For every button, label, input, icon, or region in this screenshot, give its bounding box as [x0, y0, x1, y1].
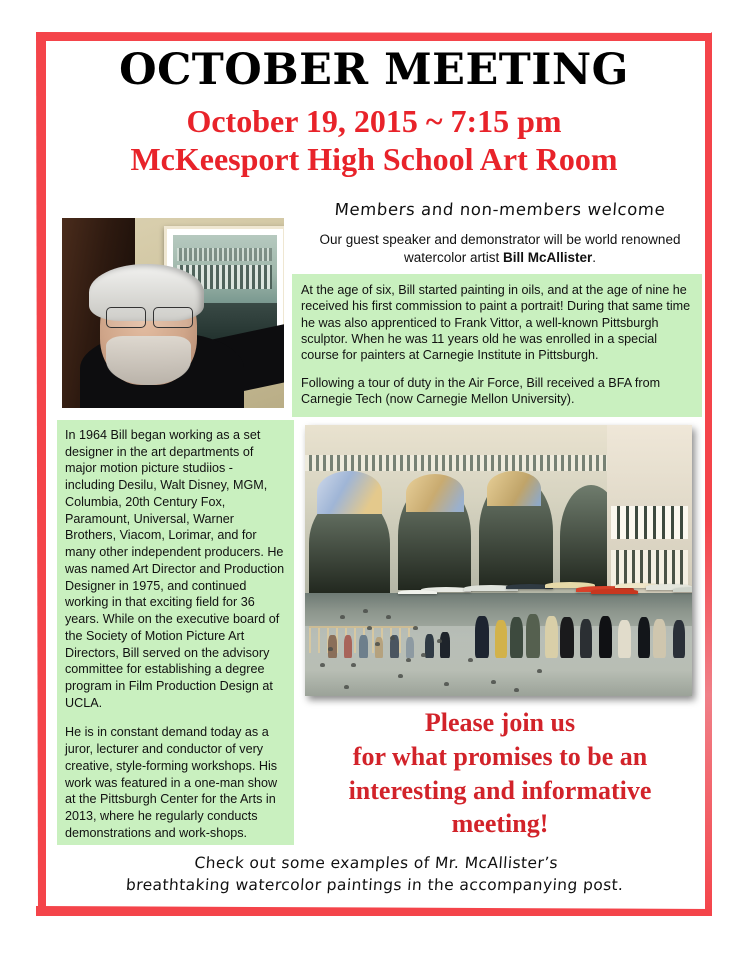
portrait-glasses-left-lens — [106, 307, 146, 328]
painting-pigeon — [340, 615, 345, 619]
painting-pigeon — [491, 680, 496, 684]
painting-figure — [344, 635, 353, 658]
border-bottom — [36, 906, 712, 916]
painting-mosaic-2 — [406, 474, 464, 512]
cta-line-2: for what promises to be an — [352, 741, 648, 771]
call-to-action — [300, 706, 700, 841]
painting-figure — [526, 614, 540, 658]
meeting-date-time: October 19, 2015 ~ 7:15 pm — [186, 103, 562, 140]
footer-line-1: Check out some examples of Mr. McAllister’s — [193, 854, 559, 872]
painting-mosaic-1 — [317, 471, 383, 514]
meeting-location: McKeesport High School Art Room — [130, 140, 618, 177]
painting-umbrella — [673, 587, 692, 592]
bio-top-paragraph-2: Following a tour of duty in the Air Force, Bill received a BFA from Carnegie Tech (now Carnegie Mellon University). — [301, 375, 661, 407]
painting-figure — [618, 620, 631, 658]
painting-figure — [425, 634, 434, 658]
guest-line-1: Our guest speaker and demonstrator will be world renowned — [319, 232, 681, 247]
bio-left-paragraph-2: He is in constant demand today as a juror, lecturer and conductor of very creative, style-forming workshops. His work was featured in a one-man show at the Pittsburgh Center for the Arts in 2013, where he regularly conducts demonstrations and work-shops. — [65, 725, 278, 840]
painting-figure — [375, 637, 384, 658]
header-block — [45, 40, 703, 179]
painting-figure — [545, 616, 558, 658]
painting-figure — [560, 617, 574, 658]
artwork-upper-arcade — [177, 248, 272, 261]
bio-left-paragraph-1: In 1964 Bill began working as a set designer in the art departments of major motion picture studiios - including Desilu, Walt Disney, MGM, Columbia, 20th Century Fox, Paramount, Universal, Warner Brothers, Viacom, Lorimar, and for many other independent producers. He was named Art Director and Production Designer in 1975, and continued working in that exciting field for 36 years. While on the executive board of the Society of Motion Picture Art Directors, Bill served on the advisory committee for establishing a degree program in Film Production Design at UCLA. — [65, 428, 285, 710]
page-title: OCTOBER MEETING — [119, 45, 629, 95]
painting-pigeon — [421, 653, 426, 657]
painting-pigeon — [398, 674, 403, 678]
footer-line-2: breathtaking watercolor paintings in the accompanying post. — [125, 876, 625, 894]
welcome-line: Members and non-members welcome — [333, 200, 667, 219]
painting-umbrella — [398, 590, 437, 595]
guest-line-2-suffix: . — [592, 250, 597, 266]
painting-figure — [510, 617, 523, 658]
painting-gothic-arcade-upper — [611, 506, 688, 539]
painting-pigeon — [537, 669, 542, 673]
painting-figure — [653, 619, 666, 658]
portrait-photo — [62, 218, 284, 408]
painting-pigeon — [437, 639, 442, 643]
guest-speaker-line — [294, 231, 706, 267]
painting-mosaic-3 — [487, 471, 541, 506]
bio-panel-top — [292, 274, 702, 417]
painting-umbrella — [591, 589, 637, 594]
painting-pigeon — [386, 615, 391, 619]
guest-line-2-prefix: watercolor artist — [403, 250, 503, 266]
painting-figure — [580, 619, 592, 658]
painting-pigeon — [514, 688, 519, 692]
painting-figure — [440, 632, 449, 658]
painting-figure — [599, 616, 612, 658]
border-right — [705, 32, 712, 916]
painting-pigeon — [344, 685, 349, 689]
painting-pigeon — [468, 658, 473, 662]
bio-panel-left — [57, 420, 294, 845]
painting-figure — [359, 635, 368, 658]
painting-figure — [475, 616, 489, 658]
guest-artist-name: Bill McAllister — [502, 250, 593, 266]
painting-pigeon — [406, 658, 411, 662]
cta-line-4: meeting! — [451, 809, 549, 839]
painting-pigeon — [375, 642, 380, 646]
cta-line-3: interesting and informative — [348, 775, 652, 805]
cta-line-1: Please join us — [424, 708, 576, 737]
bio-top-paragraph-1: At the age of six, Bill started painting in oils, and at the age of nine he received his first commission to paint a portrait! During that same time he was also apprenticed to Frank Vittor, a well-known Pittsburgh sculptor. When he was 11 years old he was enrolled in a special course for painters at Carnegie Institute in Pittsburgh. — [301, 283, 691, 363]
portrait-glasses-right-lens — [153, 307, 193, 328]
painting-figure — [406, 637, 415, 658]
painting-figure — [673, 620, 686, 658]
painting-pigeon — [367, 626, 372, 630]
watercolor-painting — [305, 425, 692, 696]
portrait-beard — [106, 336, 190, 385]
painting-figure — [638, 617, 650, 658]
footer-note — [46, 852, 704, 896]
painting-pigeon — [413, 626, 418, 630]
painting-crowd — [305, 582, 692, 658]
painting-figure — [495, 620, 507, 658]
